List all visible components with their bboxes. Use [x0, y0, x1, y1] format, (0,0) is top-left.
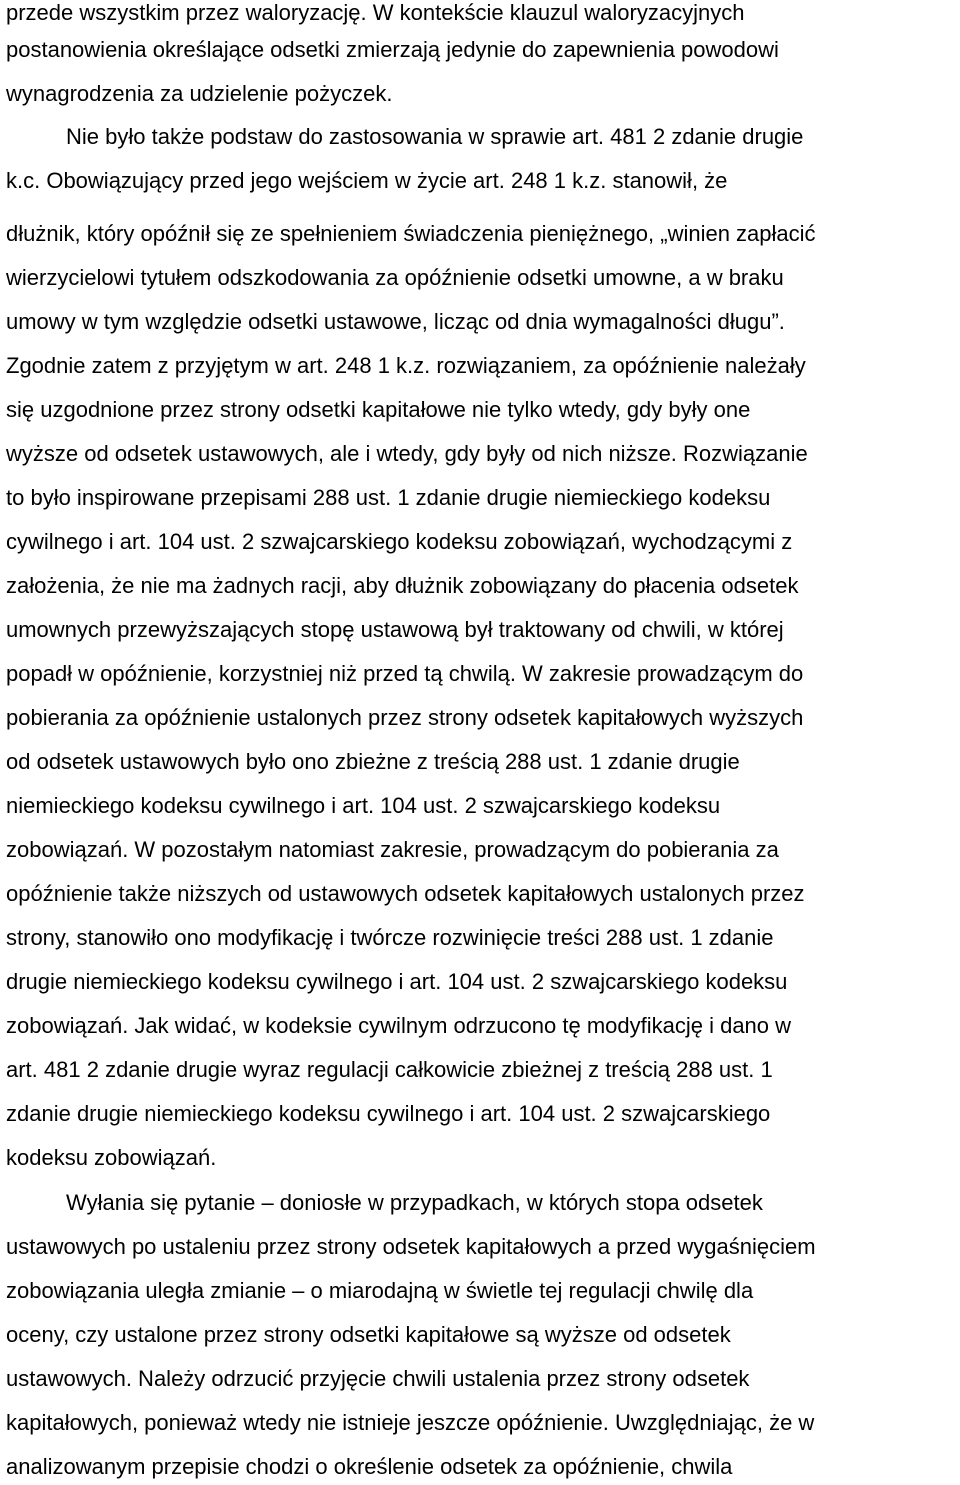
- text-line: założenia, że nie ma żadnych racji, aby dłużnik zobowiązany do płacenia odsetek: [6, 573, 799, 598]
- text-line: drugie niemieckiego kodeksu cywilnego i art. 104 ust. 2 szwajcarskiego kodeksu: [6, 969, 788, 994]
- text-line: umowy w tym względzie odsetki ustawowe, licząc od dnia wymagalności długu”.: [6, 309, 785, 334]
- text-line: Wyłania się pytanie – doniosłe w przypadkach, w których stopa odsetek: [66, 1190, 763, 1215]
- text-line: opóźnienie także niższych od ustawowych odsetek kapitałowych ustalonych przez: [6, 881, 805, 906]
- text-line: dłużnik, który opóźnił się ze spełnieniem świadczenia pieniężnego, „winien zapłacić: [6, 221, 816, 246]
- text-line: wyższe od odsetek ustawowych, ale i wtedy, gdy były od nich niższe. Rozwiązanie: [6, 441, 808, 466]
- text-line: zobowiązania uległa zmianie – o miarodajną w świetle tej regulacji chwilę dla: [6, 1278, 754, 1303]
- text-line: Zgodnie zatem z przyjętym w art. 248 1 k.z. rozwiązaniem, za opóźnienie należały: [6, 353, 806, 378]
- text-line: umownych przewyższających stopę ustawową był traktowany od chwili, w której: [6, 617, 784, 642]
- text-line: kapitałowych, ponieważ wtedy nie istnieje jeszcze opóźnienie. Uwzględniając, że w: [6, 1410, 815, 1435]
- text-line: wynagrodzenia za udzielenie pożyczek.: [6, 81, 393, 106]
- text-line: k.c. Obowiązujący przed jego wejściem w życie art. 248 1 k.z. stanowił, że: [6, 168, 728, 193]
- text-line: Nie było także podstaw do zastosowania w sprawie art. 481 2 zdanie drugie: [66, 124, 804, 149]
- text-line: kodeksu zobowiązań.: [6, 1145, 217, 1170]
- text-line: zobowiązań. Jak widać, w kodeksie cywilnym odrzucono tę modyfikację i dano w: [6, 1013, 792, 1038]
- text-line: to było inspirowane przepisami 288 ust. 1 zdanie drugie niemieckiego kodeksu: [6, 485, 771, 510]
- text-line: pobierania za opóźnienie ustalonych przez strony odsetek kapitałowych wyższych: [6, 705, 804, 730]
- text-line: ustawowych po ustaleniu przez strony odsetek kapitałowych a przed wygaśnięciem: [6, 1234, 816, 1259]
- text-line: od odsetek ustawowych było ono zbieżne z treścią 288 ust. 1 zdanie drugie: [6, 749, 740, 774]
- text-line: analizowanym przepisie chodzi o określenie odsetek za opóźnienie, chwila: [6, 1454, 733, 1479]
- text-line: się uzgodnione przez strony odsetki kapitałowe nie tylko wtedy, gdy były one: [6, 397, 751, 422]
- text-line: zobowiązań. W pozostałym natomiast zakresie, prowadzącym do pobierania za: [6, 837, 779, 862]
- text-line: ustawowych. Należy odrzucić przyjęcie chwili ustalenia przez strony odsetek: [6, 1366, 750, 1391]
- text-line: strony, stanowiło ono modyfikację i twórcze rozwinięcie treści 288 ust. 1 zdanie: [6, 925, 774, 950]
- text-line: zdanie drugie niemieckiego kodeksu cywilnego i art. 104 ust. 2 szwajcarskiego: [6, 1101, 771, 1126]
- text-line: postanowienia określające odsetki zmierzają jedynie do zapewnienia powodowi: [6, 37, 779, 62]
- text-line: wierzycielowi tytułem odszkodowania za opóźnienie odsetki umowne, a w braku: [6, 265, 784, 290]
- text-line: popadł w opóźnienie, korzystniej niż przed tą chwilą. W zakresie prowadzącym do: [6, 661, 804, 686]
- text-line: cywilnego i art. 104 ust. 2 szwajcarskiego kodeksu zobowiązań, wychodzącymi z: [6, 529, 793, 554]
- text-line: art. 481 2 zdanie drugie wyraz regulacji całkowicie zbieżnej z treścią 288 ust. 1: [6, 1057, 773, 1082]
- text-line: niemieckiego kodeksu cywilnego i art. 104 ust. 2 szwajcarskiego kodeksu: [6, 793, 721, 818]
- text-line: oceny, czy ustalone przez strony odsetki kapitałowe są wyższe od odsetek: [6, 1322, 731, 1347]
- text-line: przede wszystkim przez waloryzację. W kontekście klauzul waloryzacyjnych: [6, 0, 745, 25]
